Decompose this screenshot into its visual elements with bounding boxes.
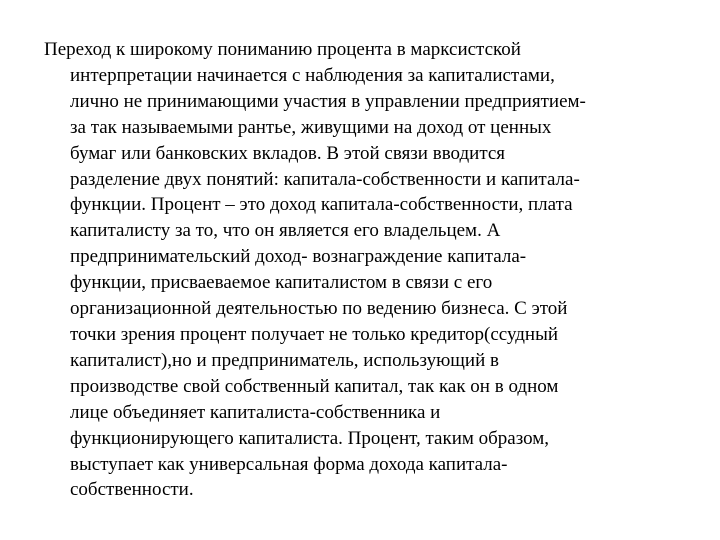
text-line: бумаг или банковских вкладов. В этой связи вводится [70, 142, 506, 164]
body-text-paragraph [44, 37, 694, 503]
text-line: функции. Процент – это доход капитала-собственности, плата [70, 194, 573, 216]
text-line: производстве свой собственный капитал, так как он в одном [70, 375, 559, 397]
text-line: разделение двух понятий: капитала-собственности и капитала- [70, 168, 580, 190]
text-line: лично не принимающими участия в управлении предприятием- [70, 90, 586, 112]
text-line: функционирующего капиталиста. Процент, таким образом, [70, 427, 550, 449]
text-line: точки зрения процент получает не только кредитор(ссудный [70, 323, 559, 345]
text-line: Переход к широкому пониманию процента в марксистской [44, 39, 521, 60]
text-line: предпринимательский доход- вознаграждение капитала- [70, 246, 527, 268]
text-line: за так называемыми рантье, живущими на доход от ценных [70, 116, 552, 138]
text-line: лице объединяет капиталиста-собственника и [70, 401, 441, 423]
text-line: организационной деятельностью по ведению бизнеса. С этой [70, 298, 568, 320]
text-line: капиталист),но и предприниматель, использующий в [70, 349, 499, 371]
text-line: капиталисту за то, что он является его владельцем. А [70, 220, 501, 242]
text-line: интерпретации начинается с наблюдения за капиталистами, [70, 64, 555, 86]
text-line: собственности. [70, 479, 194, 501]
text-line: функции, присваеваемое капиталистом в связи с его [70, 272, 493, 294]
text-line: выступает как универсальная форма дохода капитала- [70, 453, 508, 475]
